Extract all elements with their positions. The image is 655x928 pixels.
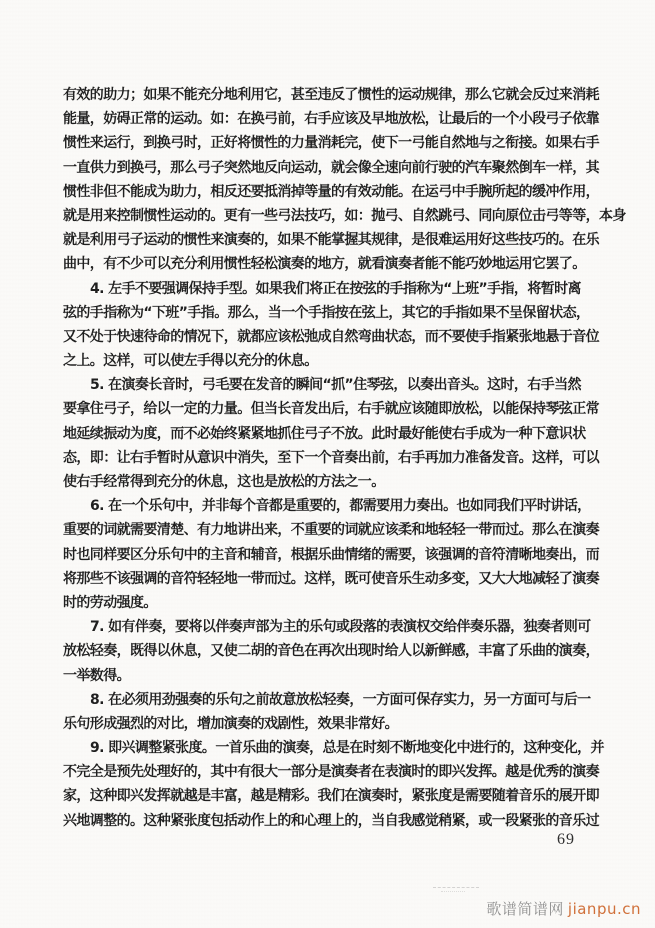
scan-artifact <box>433 887 479 893</box>
text-line: 兴地调整的。这种紧张度包括动作上的和心理上的，当自我感觉稍紧，或一段紧张的音乐过 <box>63 812 599 829</box>
watermark-site-url[interactable]: jianpu.cn <box>567 900 641 918</box>
text-line: 弦的手指称为“下班”手指。那么，当一个手指按在弦上，其它的手指如果不呈保留状态， <box>63 304 590 321</box>
text-line: 曲中，有不少可以充分利用惯性轻松演奏的地方，就看演奏者能不能巧妙地运用它罢了。 <box>63 256 586 273</box>
text-line: 时也同样要区分乐句中的主音和辅音，根据乐曲情绪的需要，该强调的音符清晰地奏出，而 <box>63 546 599 563</box>
text-line: 将那些不该强调的音符轻轻地一带而过。这样，既可使音乐生动多变，又大大地减轻了演奏 <box>63 570 599 587</box>
text-line: 6. 在一个乐句中，并非每个音都是重要的，都需要用力奏出。也如同我们平时讲话， <box>90 498 591 515</box>
text-line: 之上。这样，可以使左手得以充分的休息。 <box>63 353 318 370</box>
text-line: 惯性非但不能成为助力，相反还要抵消掉等量的有效动能。在运弓中手腕所起的缓冲作用， <box>63 183 599 200</box>
watermark-site-name: 歌谱简谱网 <box>486 900 564 918</box>
text-line: 重要的词就需要清楚、有力地讲出来，不重要的词就应该柔和地轻轻一带而过。那么在演奏 <box>63 522 599 539</box>
text-line: 不完全是预先处理好的，其中有很大一部分是演奏者在表演时的即兴发挥。越是优秀的演奏 <box>63 764 599 781</box>
text-line: 5. 在演奏长音时，弓毛要在发音的瞬间“抓”住琴弦，以奏出音头。这时，右手当然 <box>90 377 581 394</box>
text-line: 就是利用弓子运动的惯性来演奏的，如果不能掌握其规律，是很难运用好这些技巧的。在乐 <box>63 232 599 249</box>
text-line: 地延续振动为度，而不必始终紧紧地抓住弓子不放。此时最好能使右手成为一种下意识状 <box>63 425 586 442</box>
text-line: 时的劳动强度。 <box>63 594 157 611</box>
text-line: 惯性来运行，到换弓时，正好将惯性的力量消耗完，使下一弓能自然地与之衔接。如果右手 <box>63 135 599 152</box>
text-line: 要拿住弓子，给以一定的力量。但当长音发出后，右手就应该随即放松，以能保持琴弦正常 <box>63 401 599 418</box>
text-line: 又不处于快速待命的情况下，就都应该松弛成自然弯曲状态，而不要使手指紧张地悬于音位 <box>63 328 599 345</box>
text-line: 一举数得。 <box>63 667 130 684</box>
text-line: 7. 如有伴奏，要将以伴奏声部为主的乐句或段落的表演权交给伴奏乐器，独奏者则可 <box>90 619 591 636</box>
text-line: 9. 即兴调整紧张度。一首乐曲的演奏，总是在时刻不断地变化中进行的，这种变化，并 <box>90 740 604 757</box>
text-line: 态，即：让右手暂时从意识中消失，至下一个音奏出前，右手再加力准备发音。这样，可以 <box>63 449 599 466</box>
text-line: 家，这种即兴发挥就越是丰富，越是精彩。我们在演奏时，紧张度是需要随着音乐的展开即 <box>63 788 599 805</box>
text-line: 4. 左手不要强调保持手型。如果我们将正在按弦的手指称为“上班”手指，将暂时离 <box>90 280 581 297</box>
text-line: 8. 在必须用劲强奏的乐句之前故意放松轻奏，一方面可保存实力，另一方面可与后一 <box>90 691 591 708</box>
text-line: 乐句形成强烈的对比，增加演奏的戏剧性，效果非常好。 <box>63 715 398 732</box>
page-number: 69 <box>557 831 575 848</box>
watermark <box>486 898 641 919</box>
text-line: 能量，妨碍正常的运动。如：在换弓前，右手应该及早地放松，让最后的一个小段弓子依靠 <box>63 111 599 128</box>
text-line: 有效的助力；如果不能充分地利用它，甚至违反了惯性的运动规律，那么它就会反过来消耗 <box>63 87 599 103</box>
body-text <box>63 83 626 833</box>
text-line: 放松轻奏，既得以休息，又使二胡的音色在再次出现时给人以新鲜感，丰富了乐曲的演奏， <box>63 643 599 660</box>
text-line: 一直供力到换弓，那么弓子突然地反向运动，就会像全速向前行驶的汽车聚然倒车一样，其 <box>63 159 599 176</box>
text-line: 就是用来控制惯性运动的。更有一些弓法技巧，如：抛弓、自然跳弓、同向原位击弓等等，本身 <box>63 207 626 224</box>
text-line: 使右手经常得到充分的休息，这也是放松的方法之一。 <box>63 474 385 490</box>
